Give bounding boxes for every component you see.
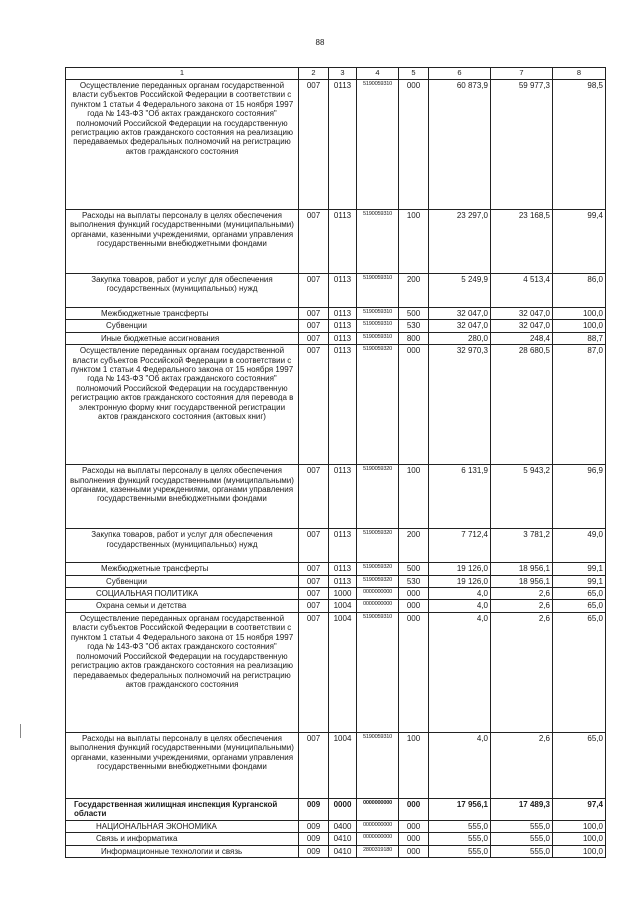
row-name: Межбюджетные трансферты xyxy=(66,307,299,319)
row-actual: 2,6 xyxy=(491,600,553,612)
row-percent: 100,0 xyxy=(553,833,606,845)
row-expense-type: 000 xyxy=(399,600,429,612)
row-grbs: 007 xyxy=(299,588,329,600)
row-target-article: 2800319180 xyxy=(357,845,399,857)
row-grbs: 007 xyxy=(299,273,329,307)
table-row xyxy=(66,820,606,832)
row-section: 0400 xyxy=(329,820,357,832)
row-name: Охрана семьи и детства xyxy=(66,600,299,612)
header-col-4: 4 xyxy=(357,68,399,80)
table-row xyxy=(66,798,606,820)
row-name: Осуществление переданных органам государственной власти субъектов Российской Федерации в соответствии с пунктом 1 статьи 4 Федерального закона от 15 ноября 1997 года № 143-ФЗ "Об актах гражданского состояния" полномочий Российской Федерации на государственную регистрацию актов гражданского состояния для перевода в электронную форму книг государственной регистрации актов гражданского состояния (актовых книг) xyxy=(66,345,299,465)
row-name: Субвенции xyxy=(66,575,299,587)
row-percent: 65,0 xyxy=(553,600,606,612)
budget-table xyxy=(65,67,606,858)
margin-mark xyxy=(20,724,21,738)
row-expense-type: 200 xyxy=(399,273,429,307)
row-grbs: 007 xyxy=(299,600,329,612)
row-section: 0113 xyxy=(329,307,357,319)
row-grbs: 007 xyxy=(299,307,329,319)
row-target-article: 5190059310 xyxy=(357,320,399,332)
row-target-article: 5190059320 xyxy=(357,529,399,563)
row-target-article: 0000000000 xyxy=(357,588,399,600)
row-plan: 6 131,9 xyxy=(429,465,491,529)
row-section: 0000 xyxy=(329,798,357,820)
row-name: Иные бюджетные ассигнования xyxy=(66,332,299,344)
table-row xyxy=(66,575,606,587)
row-target-article: 5190059320 xyxy=(357,465,399,529)
row-expense-type: 100 xyxy=(399,209,429,273)
row-section: 0410 xyxy=(329,833,357,845)
row-actual: 23 168,5 xyxy=(491,209,553,273)
row-grbs: 007 xyxy=(299,209,329,273)
row-section: 0410 xyxy=(329,845,357,857)
table-row xyxy=(66,732,606,798)
table-row xyxy=(66,307,606,319)
row-expense-type: 100 xyxy=(399,732,429,798)
row-target-article: 5190059310 xyxy=(357,732,399,798)
row-expense-type: 500 xyxy=(399,563,429,575)
row-plan: 19 126,0 xyxy=(429,563,491,575)
row-name: Осуществление переданных органам государственной власти субъектов Российской Федерации в соответствии с пунктом 1 статьи 4 Федерального закона от 15 ноября 1997 года № 143-ФЗ "Об актах гражданского состояния" полномочий Российской Федерации на государственную регистрацию актов гражданского состояния на реализацию передаваемых федеральных полномочий на регистрацию актов гражданского состояния xyxy=(66,612,299,732)
header-row xyxy=(66,68,606,80)
table-row xyxy=(66,833,606,845)
row-actual: 555,0 xyxy=(491,845,553,857)
row-percent: 100,0 xyxy=(553,320,606,332)
row-target-article: 0000000000 xyxy=(357,600,399,612)
row-expense-type: 000 xyxy=(399,79,429,209)
row-target-article: 0000000000 xyxy=(357,820,399,832)
row-actual: 555,0 xyxy=(491,820,553,832)
row-target-article: 5190059310 xyxy=(357,273,399,307)
row-actual: 18 956,1 xyxy=(491,575,553,587)
row-percent: 99,1 xyxy=(553,575,606,587)
row-name: Расходы на выплаты персоналу в целях обеспечения выполнения функций государственными (муниципальными) органами, казенными учреждениями, органами управления государственными внебюджетными фондами xyxy=(66,465,299,529)
row-plan: 555,0 xyxy=(429,820,491,832)
row-section: 1000 xyxy=(329,588,357,600)
row-plan: 19 126,0 xyxy=(429,575,491,587)
row-expense-type: 000 xyxy=(399,798,429,820)
row-grbs: 007 xyxy=(299,529,329,563)
row-percent: 100,0 xyxy=(553,820,606,832)
row-percent: 86,0 xyxy=(553,273,606,307)
row-actual: 555,0 xyxy=(491,833,553,845)
row-target-article: 5190059320 xyxy=(357,563,399,575)
row-section: 0113 xyxy=(329,209,357,273)
header-col-6: 6 xyxy=(429,68,491,80)
row-target-article: 0000000000 xyxy=(357,833,399,845)
table-row xyxy=(66,332,606,344)
table-row xyxy=(66,529,606,563)
row-target-article: 5190059320 xyxy=(357,575,399,587)
row-name: Связь и информатика xyxy=(66,833,299,845)
table-row xyxy=(66,563,606,575)
row-section: 0113 xyxy=(329,529,357,563)
row-plan: 32 047,0 xyxy=(429,307,491,319)
row-percent: 98,5 xyxy=(553,79,606,209)
table-body xyxy=(66,79,606,857)
row-grbs: 009 xyxy=(299,820,329,832)
row-plan: 32 970,3 xyxy=(429,345,491,465)
row-percent: 65,0 xyxy=(553,612,606,732)
row-percent: 99,1 xyxy=(553,563,606,575)
row-name: Осуществление переданных органам государственной власти субъектов Российской Федерации в соответствии с пунктом 1 статьи 4 Федерального закона от 15 ноября 1997 года № 143-ФЗ "Об актах гражданского состояния" полномочий Российской Федерации на государственную регистрацию актов гражданского состояния на реализацию передаваемых федеральных полномочий на регистрацию актов гражданского состояния xyxy=(66,79,299,209)
row-grbs: 007 xyxy=(299,345,329,465)
table-row xyxy=(66,273,606,307)
row-name: Расходы на выплаты персоналу в целях обеспечения выполнения функций государственными (муниципальными) органами, казенными учреждениями, органами управления государственными внебюджетными фондами xyxy=(66,209,299,273)
row-name: Информационные технологии и связь xyxy=(66,845,299,857)
row-name: Государственная жилищная инспекция Курганской области xyxy=(66,798,299,820)
row-percent: 100,0 xyxy=(553,307,606,319)
row-section: 0113 xyxy=(329,465,357,529)
row-grbs: 007 xyxy=(299,79,329,209)
header-col-1: 1 xyxy=(66,68,299,80)
row-plan: 4,0 xyxy=(429,588,491,600)
row-plan: 4,0 xyxy=(429,612,491,732)
row-grbs: 007 xyxy=(299,332,329,344)
row-expense-type: 530 xyxy=(399,575,429,587)
row-actual: 59 977,3 xyxy=(491,79,553,209)
row-section: 0113 xyxy=(329,320,357,332)
row-expense-type: 500 xyxy=(399,307,429,319)
row-name: Межбюджетные трансферты xyxy=(66,563,299,575)
header-col-2: 2 xyxy=(299,68,329,80)
row-section: 0113 xyxy=(329,332,357,344)
row-expense-type: 200 xyxy=(399,529,429,563)
row-grbs: 007 xyxy=(299,320,329,332)
row-actual: 17 489,3 xyxy=(491,798,553,820)
row-plan: 7 712,4 xyxy=(429,529,491,563)
row-actual: 4 513,4 xyxy=(491,273,553,307)
row-plan: 23 297,0 xyxy=(429,209,491,273)
row-percent: 65,0 xyxy=(553,588,606,600)
row-percent: 65,0 xyxy=(553,732,606,798)
row-section: 0113 xyxy=(329,273,357,307)
table-row xyxy=(66,79,606,209)
row-grbs: 007 xyxy=(299,732,329,798)
row-expense-type: 800 xyxy=(399,332,429,344)
row-actual: 28 680,5 xyxy=(491,345,553,465)
row-expense-type: 530 xyxy=(399,320,429,332)
header-col-8: 8 xyxy=(553,68,606,80)
table-row xyxy=(66,600,606,612)
header-col-3: 3 xyxy=(329,68,357,80)
row-plan: 555,0 xyxy=(429,845,491,857)
row-expense-type: 000 xyxy=(399,820,429,832)
header-col-5: 5 xyxy=(399,68,429,80)
row-expense-type: 100 xyxy=(399,465,429,529)
row-actual: 3 781,2 xyxy=(491,529,553,563)
row-percent: 87,0 xyxy=(553,345,606,465)
row-actual: 2,6 xyxy=(491,732,553,798)
row-target-article: 5190059310 xyxy=(357,209,399,273)
row-actual: 32 047,0 xyxy=(491,307,553,319)
row-plan: 555,0 xyxy=(429,833,491,845)
row-plan: 32 047,0 xyxy=(429,320,491,332)
table-row xyxy=(66,845,606,857)
row-name: НАЦИОНАЛЬНАЯ ЭКОНОМИКА xyxy=(66,820,299,832)
row-percent: 88,7 xyxy=(553,332,606,344)
row-grbs: 007 xyxy=(299,612,329,732)
row-grbs: 007 xyxy=(299,465,329,529)
row-percent: 97,4 xyxy=(553,798,606,820)
table-row xyxy=(66,465,606,529)
row-target-article: 5190059320 xyxy=(357,345,399,465)
page-number: 88 xyxy=(315,38,325,47)
row-percent: 100,0 xyxy=(553,845,606,857)
row-actual: 18 956,1 xyxy=(491,563,553,575)
row-name: Закупка товаров, работ и услуг для обеспечения государственных (муниципальных) нужд xyxy=(66,273,299,307)
row-name: Расходы на выплаты персоналу в целях обеспечения выполнения функций государственными (муниципальными) органами, казенными учреждениями, органами управления государственными внебюджетными фондами xyxy=(66,732,299,798)
header-col-7: 7 xyxy=(491,68,553,80)
row-percent: 49,0 xyxy=(553,529,606,563)
row-expense-type: 000 xyxy=(399,345,429,465)
row-plan: 4,0 xyxy=(429,600,491,612)
row-plan: 280,0 xyxy=(429,332,491,344)
row-target-article: 0000000000 xyxy=(357,798,399,820)
row-section: 0113 xyxy=(329,575,357,587)
row-plan: 4,0 xyxy=(429,732,491,798)
row-section: 1004 xyxy=(329,612,357,732)
row-percent: 99,4 xyxy=(553,209,606,273)
table-row xyxy=(66,320,606,332)
row-actual: 32 047,0 xyxy=(491,320,553,332)
row-expense-type: 000 xyxy=(399,588,429,600)
row-plan: 60 873,9 xyxy=(429,79,491,209)
row-section: 0113 xyxy=(329,563,357,575)
row-grbs: 009 xyxy=(299,798,329,820)
row-section: 1004 xyxy=(329,600,357,612)
row-plan: 17 956,1 xyxy=(429,798,491,820)
row-actual: 248,4 xyxy=(491,332,553,344)
row-name: Закупка товаров, работ и услуг для обеспечения государственных (муниципальных) нужд xyxy=(66,529,299,563)
row-grbs: 007 xyxy=(299,575,329,587)
row-expense-type: 000 xyxy=(399,833,429,845)
row-plan: 5 249,9 xyxy=(429,273,491,307)
row-target-article: 5190059310 xyxy=(357,79,399,209)
table-row xyxy=(66,612,606,732)
row-grbs: 007 xyxy=(299,563,329,575)
row-expense-type: 000 xyxy=(399,845,429,857)
row-grbs: 009 xyxy=(299,833,329,845)
row-target-article: 5190059310 xyxy=(357,332,399,344)
row-name: СОЦИАЛЬНАЯ ПОЛИТИКА xyxy=(66,588,299,600)
row-target-article: 5190059310 xyxy=(357,612,399,732)
row-actual: 5 943,2 xyxy=(491,465,553,529)
row-actual: 2,6 xyxy=(491,588,553,600)
row-percent: 96,9 xyxy=(553,465,606,529)
table-row xyxy=(66,345,606,465)
row-name: Субвенции xyxy=(66,320,299,332)
row-section: 0113 xyxy=(329,79,357,209)
table-row xyxy=(66,209,606,273)
table-header xyxy=(66,68,606,80)
row-section: 0113 xyxy=(329,345,357,465)
row-grbs: 009 xyxy=(299,845,329,857)
row-target-article: 5190059310 xyxy=(357,307,399,319)
row-section: 1004 xyxy=(329,732,357,798)
table-row xyxy=(66,588,606,600)
row-expense-type: 000 xyxy=(399,612,429,732)
row-actual: 2,6 xyxy=(491,612,553,732)
